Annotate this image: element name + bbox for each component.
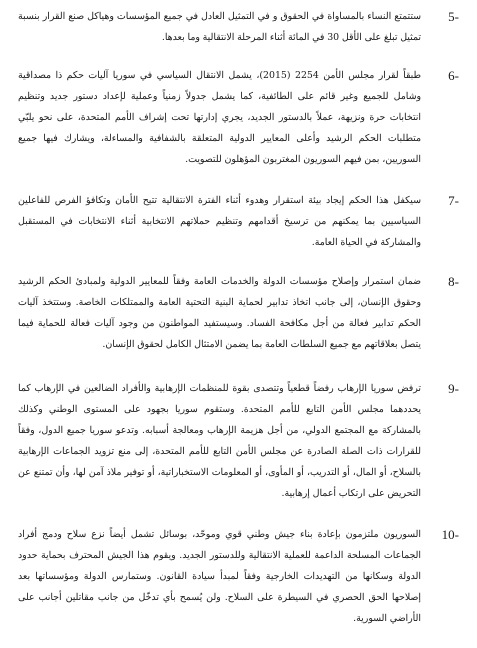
list-item-10 [18, 524, 459, 629]
list-item-6 [18, 65, 459, 170]
item-text: ضمان استمرار وإصلاح مؤسسات الدولة والخدمات العامة وفقاً للمعايير الدولية ولمبادئ الحكم الرشيد وحقوق الإنسان، إلى جانب اتخاذ تدابير لحماية البنية التحتية العامة والممتلكات الخاصة. وستتخذ آليات الحكم تدابير فعالة من أجل مكافحة الفساد. وسيستفيد المواطنون من وجود آليات فعالة للحماية فيما يتصل بعلاقاتهم مع جميع السلطات العامة بما يضمن الامتثال الكامل لحقوق الإنسان. [18, 276, 421, 350]
item-text: ستتمتع النساء بالمساواة في الحقوق و في التمثيل العادل في جميع المؤسسات وهياكل صنع القرار بنسبة تمثيل تبلغ على الأقل 30 في المائة أثناء المرحلة الانتقالية وما بعدها. [18, 11, 421, 43]
item-number: 5- [448, 9, 459, 24]
item-text: سيكفل هذا الحكم إيجاد بيئة استقرار وهدوء أثناء الفترة الانتقالية تتيح الأمان وتكافؤ الفرص للفاعلين السياسيين بما يمكنهم من ترسيخ أقدامهم وتنظيم حملاتهم الانتخابية أثناء الانتخابات في المستقبل والمشاركة في الحياة العامة. [18, 195, 421, 248]
list-item-9 [18, 378, 459, 504]
list-item-5 [18, 6, 459, 48]
list-item-7 [18, 190, 459, 253]
item-number: 9- [448, 381, 459, 396]
item-text: السوريون ملتزمون بإعادة بناء جيش وطني قوي وموحّد، بوسائل تشمل أيضاً نزع سلاح ودمج أفراد الجماعات المسلحة الداعمة للعملية الانتقالية وللدستور الجديد. ويقوم هذا الجيش المحترف بحماية حدود الدولة وسكانها من التهديدات الخارجية وفقاً لمبدأ سيادة القانون. وستمارس الدولة ومؤسساتها بعد إصلاحها الحق الحصري في السيطرة على السلاح. ولن يُسمح بأي تدخّل من جانب مقاتلين أجانب على الأراضي السورية. [18, 529, 421, 624]
item-text: ترفض سوريا الإرهاب رفضاً قطعياً وتتصدى بقوة للمنظمات الإرهابية والأفراد الضالعين في الإرهاب كما يحددهما مجلس الأمن التابع للأمم المتحدة. وستقوم سوريا بجهود على المستوى الوطني وكذلك بالمشاركة مع المجتمع الدولي، من أجل هزيمة الإرهاب ومعالجة أسبابه. وتدعو سوريا جميع الدول، وفقاً للقرارات ذات الصلة الصادرة عن مجلس الأمن التابع للأمم المتحدة، إلى منع تزويد الجماعات الإرهابية بالسلاح، أو المال، أو التدريب، أو المأوى، أو المعلومات الاستخباراتية، أو توفير ملاذ آمن لها، وأن تمتنع عن التحريض على ارتكاب أعمال إرهابية. [18, 383, 421, 499]
item-number: 7- [448, 193, 459, 208]
item-text: طبقاً لقرار مجلس الأمن 2254 (2015)، يشمل الانتقال السياسي في سوريا آليات حكم ذا مصداقية وشامل للجميع وغير قائم على الطائفية، كما يشمل جدولاً زمنياً وعملية لإعداد دستور جديد وتنظيم انتخابات حرة ونزيهة، عملاً بالدستور الجديد، يجري إدارتها تحت إشراف الأمم المتحدة، على نحو يلبّي متطلبات الحكم الرشيد وأعلى المعايير الدولية المتعلقة بالشفافية والمساءلة، ويشارك فيها جميع السوريين، بمن فيهم السوريون المغتربون المؤهلون للتصويت. [18, 70, 421, 165]
item-number: 6- [448, 68, 459, 83]
item-number: 8- [448, 274, 459, 289]
list-item-8 [18, 271, 459, 355]
item-number: 10- [441, 527, 459, 542]
